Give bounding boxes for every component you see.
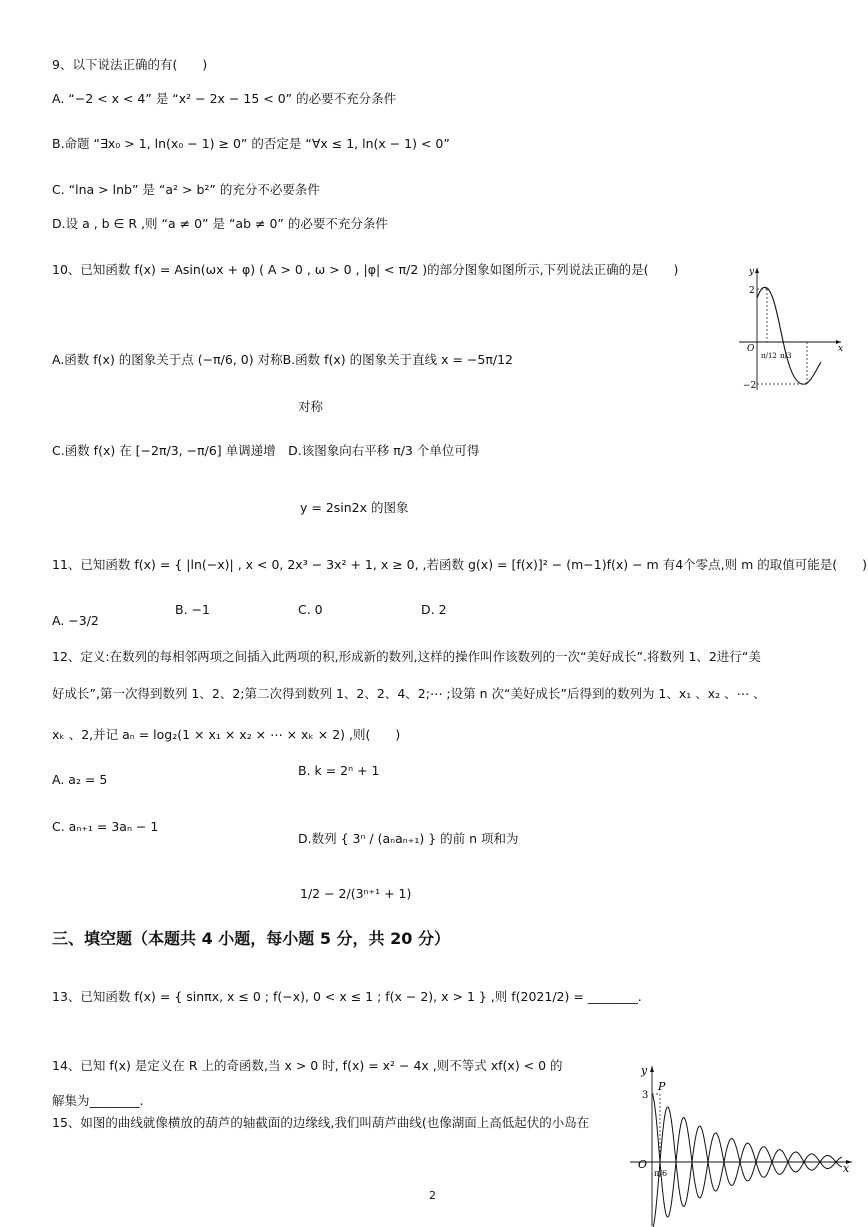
q12-line1: 12、定义:在数列的每相邻两项之间插入此两项的积,形成新的数列,这样的操作叫作该数列的一次“美好成长”.将数列 1、2进行“美	[52, 649, 761, 664]
q12-option-c: C. aₙ₊₁ = 3aₙ − 1	[52, 819, 159, 834]
q11-stem: 11、已知函数 f(x) = { |ln(−x)| , x < 0, 2x³ − 3x² + 1, x ≥ 0, ,若函数 g(x) = [f(x)]² − (m−1)f(x) − m 有4个零点,则 m 的取值可能是( )	[52, 557, 868, 572]
q11-option-a: A. −3/2	[52, 613, 99, 628]
q15-y-label: y	[641, 1064, 648, 1077]
q10-ymax-label: 2	[749, 286, 755, 296]
q11-option-c: C. 0	[298, 602, 323, 617]
q14-line2: 解集为________.	[52, 1093, 144, 1108]
q12-line2: 好成长”,第一次得到数列 1、2、2;第二次得到数列 1、2、2、4、2;⋯ ;设第 n 次“美好成长”后得到的数列为 1、x₁ 、x₂ 、⋯ 、	[52, 686, 766, 701]
q10-tick2-label: π/3	[780, 352, 792, 360]
q15-stem: 15、如图的曲线就像横放的葫芦的轴截面的边缘线,我们叫葫芦曲线(也像湖面上高低起伏的小岛在	[52, 1115, 590, 1130]
q12-option-b: B. k = 2ⁿ + 1	[298, 763, 380, 778]
section-heading-fill-blanks: 三、填空题（本题共 4 小题，每小题 5 分，共 20 分）	[52, 929, 450, 948]
q10-graph	[735, 262, 847, 394]
q13-stem: 13、已知函数 f(x) = { sinπx, x ≤ 0 ; f(−x), 0 < x ≤ 1 ; f(x − 2), x > 1 } ,则 f(2021/2) = ________.	[52, 989, 642, 1004]
q10-stem: 10、已知函数 f(x) = Asin(ωx + φ) ( A > 0 , ω > 0 , |φ| < π/2 )的部分图象如图所示,下列说法正确的是( )	[52, 262, 679, 277]
q10-options-cd: C.函数 f(x) 在 [−2π/3, −π/6] 单调递增 D.该图象向右平移 π/3 个单位可得	[52, 443, 480, 458]
q10-x-label: x	[838, 344, 844, 354]
q15-y-tick-label: 3	[642, 1090, 649, 1101]
q12-option-a: A. a₂ = 5	[52, 772, 108, 787]
q12-option-d-cont: 1/2 − 2/(3ⁿ⁺¹ + 1)	[300, 886, 412, 901]
q15-x-tick-label: π/6	[654, 1169, 668, 1178]
q15-point-p-label: P	[658, 1080, 666, 1093]
q10-origin-label: O	[747, 344, 755, 354]
q15-origin-label: O	[638, 1158, 648, 1171]
q12-line3: xₖ 、2,并记 aₙ = log₂(1 × x₁ × x₂ × ⋯ × xₖ × 2) ,则( )	[52, 727, 401, 742]
q15-x-label: x	[843, 1162, 850, 1175]
q11-option-d: D. 2	[421, 602, 447, 617]
q14-line1: 14、已知 f(x) 是定义在 R 上的奇函数,当 x > 0 时, f(x) = x² − 4x ,则不等式 xf(x) < 0 的	[52, 1058, 563, 1073]
q9-option-d: D.设 a , b ∈ R ,则 “a ≠ 0” 是 “ab ≠ 0” 的必要不充分条件	[52, 216, 388, 231]
q11-option-b: B. −1	[175, 602, 210, 617]
page-number: 2	[429, 1189, 436, 1202]
q15-gourd-graph	[626, 1062, 858, 1227]
q9-option-c: C. “lna > lnb” 是 “a² > b²” 的充分不必要条件	[52, 182, 320, 197]
q10-ymin-label: −2	[743, 381, 757, 391]
q10-options-ab: A.函数 f(x) 的图象关于点 (−π/6, 0) 对称B.函数 f(x) 的图象关于直线 x = −5π/12	[52, 352, 513, 367]
q10-y-label: y	[749, 267, 755, 277]
q9-option-a: A. “−2 < x < 4” 是 “x² − 2x − 15 < 0” 的必要不充分条件	[52, 91, 397, 106]
q9-stem: 9、以下说法正确的有( )	[52, 57, 208, 72]
q10-tick1-label: π/12	[761, 352, 777, 360]
q9-option-b: B.命题 “∃x₀ > 1, ln(x₀ − 1) ≥ 0” 的否定是 “∀x ≤ 1, ln(x − 1) < 0”	[52, 136, 450, 151]
q10-options-cd-cont: y = 2sin2x 的图象	[300, 500, 409, 515]
q12-option-d: D.数列 { 3ⁿ / (aₙaₙ₊₁) } 的前 n 项和为	[298, 831, 519, 846]
q10-sine-curve	[757, 287, 821, 384]
q10-options-ab-cont: 对称	[298, 399, 324, 414]
